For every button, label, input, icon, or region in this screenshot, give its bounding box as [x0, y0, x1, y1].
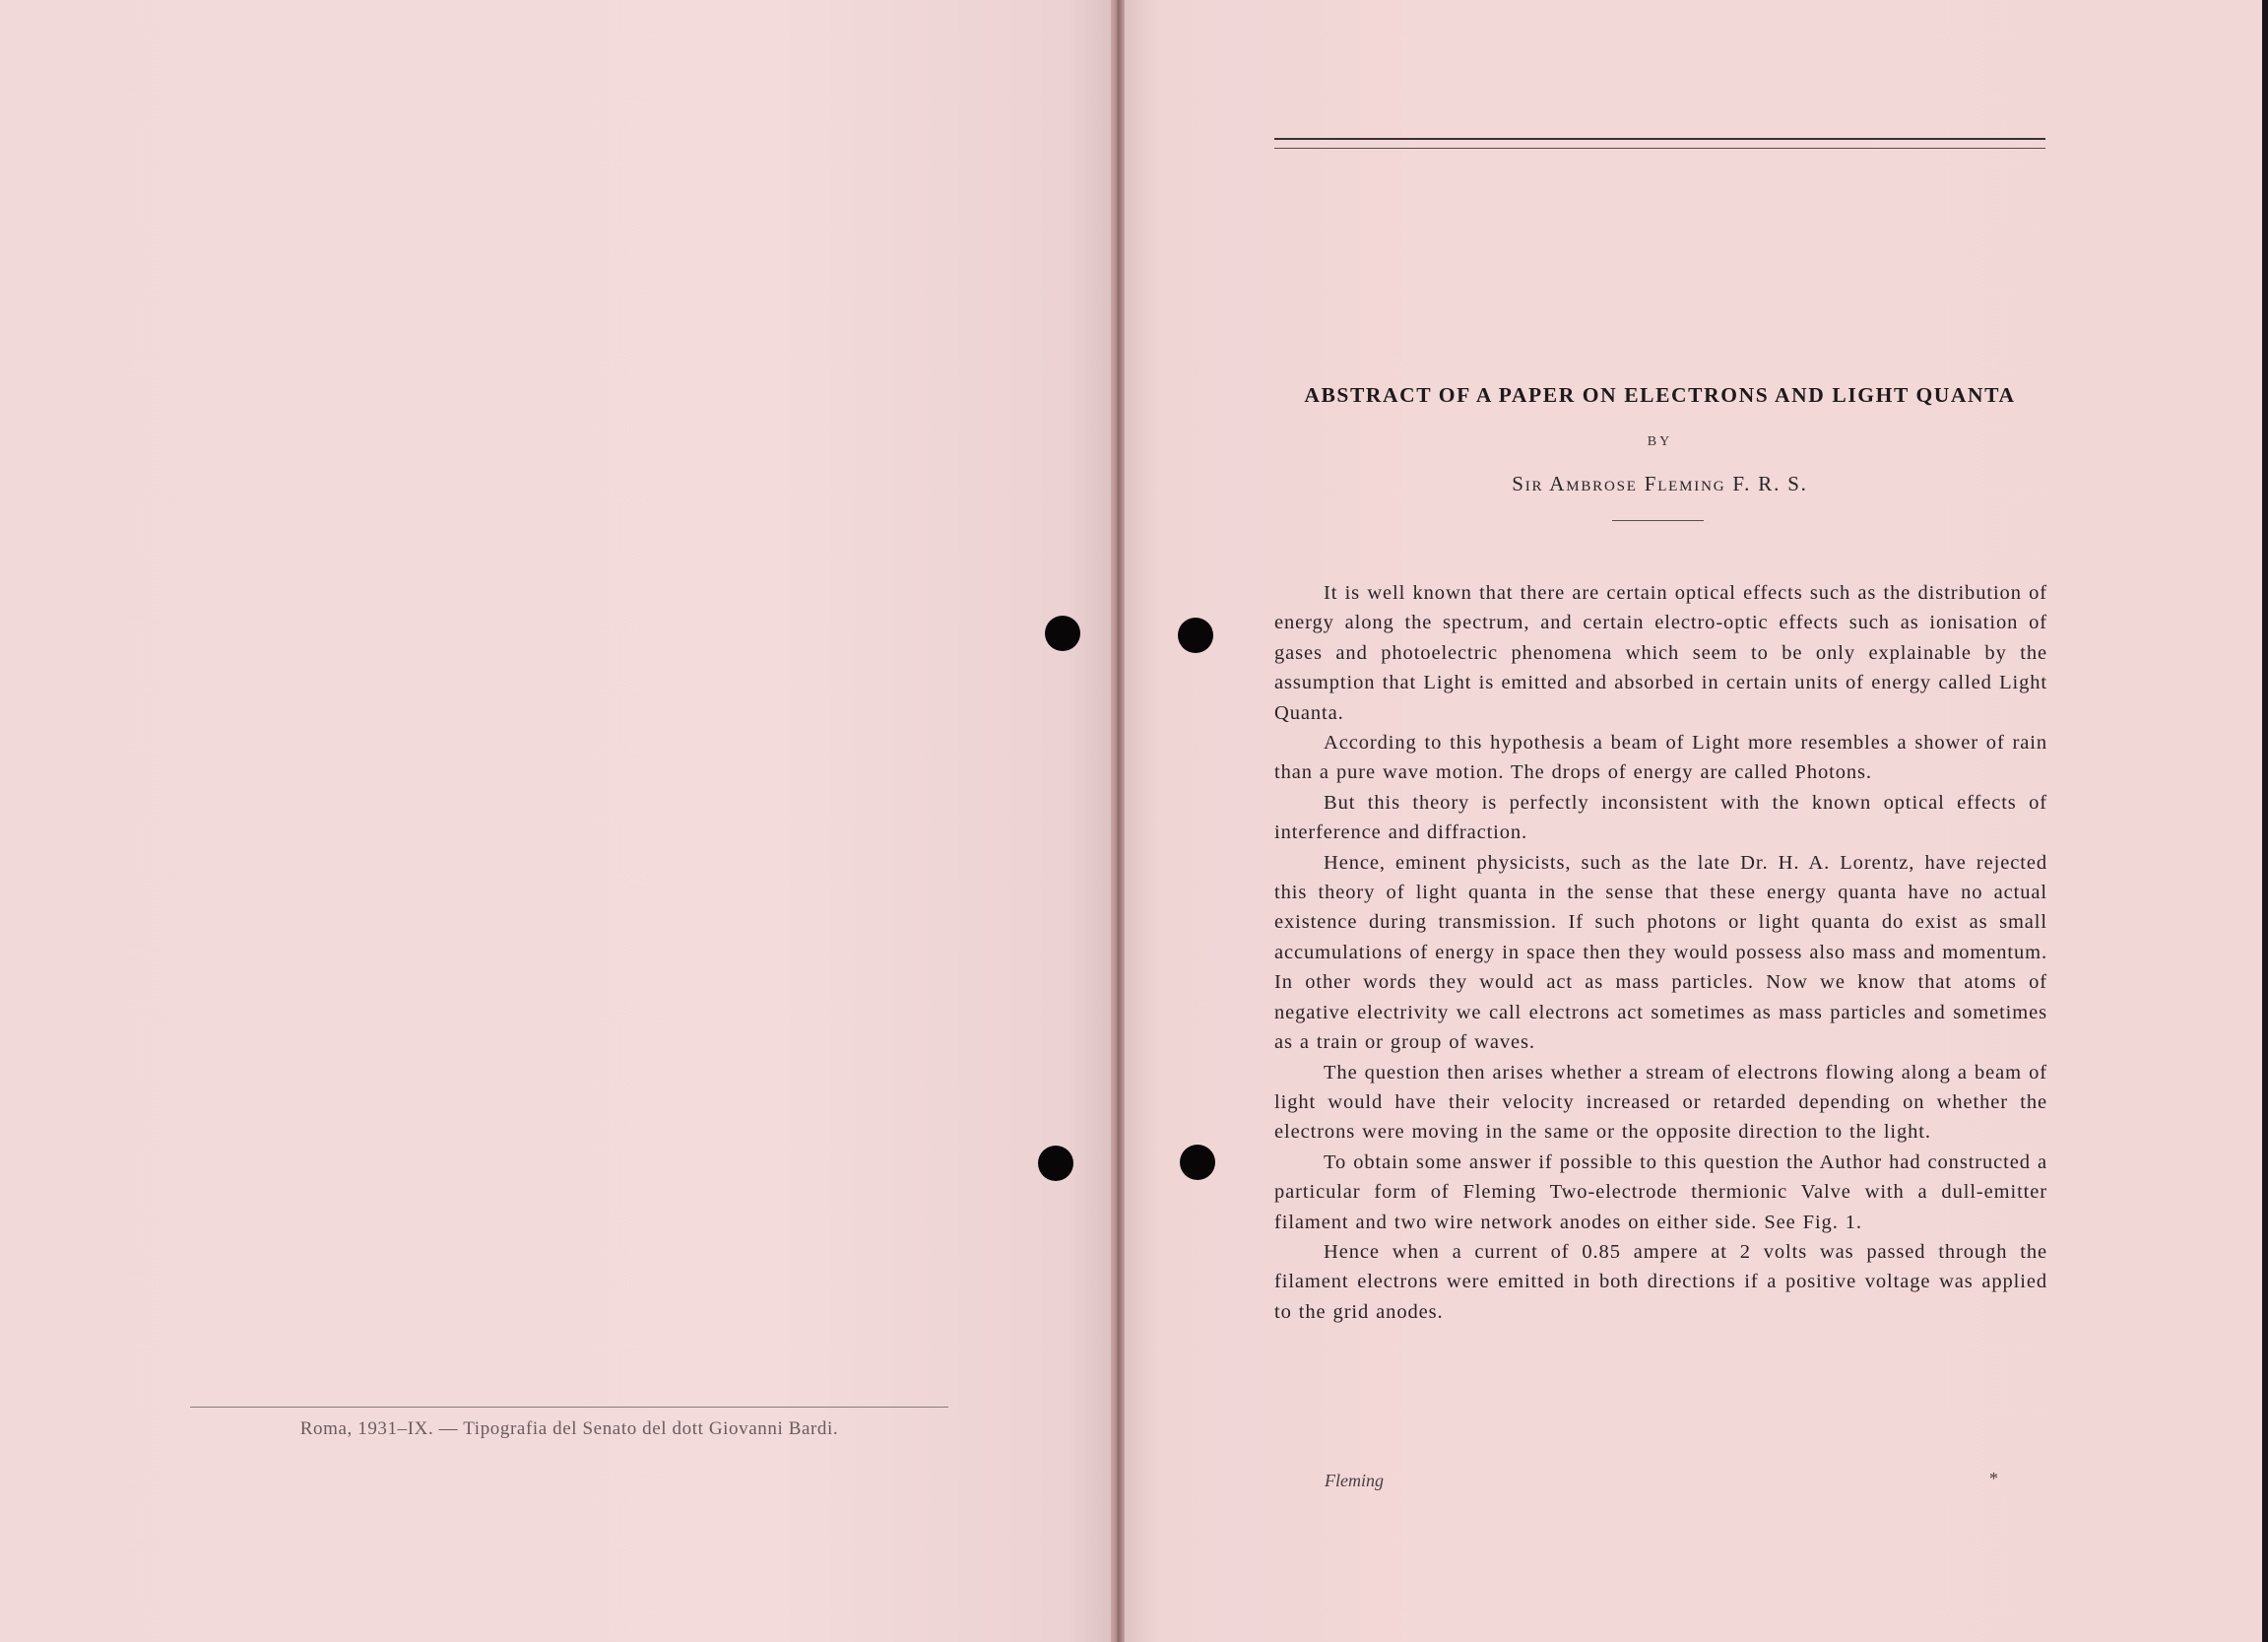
paragraph: To obtain some answer if possible to this question the Author had constructed a particular form of Fleming Two-electrode thermionic Valve with a dull-emitter filament and two wire network anodes on either side. See Fig. 1. — [1274, 1150, 2047, 1233]
printer-imprint: Roma, 1931–IX. — Tipografia del Senato del dott Giovanni Bardi. — [299, 1418, 839, 1439]
paragraph: The question then arises whether a stream of electrons flowing along a beam of light would have their velocity increased or retarded depending on whether the electrons were moving in the same or the opposite direction to the light. — [1274, 1061, 2047, 1144]
byline-label: BY — [1647, 434, 1673, 449]
author-name: Sir Ambrose Fleming F. R. S. — [1512, 472, 1808, 495]
left-page — [0, 0, 1111, 1642]
header-rule-thick — [1274, 138, 2045, 140]
header-rule-thin — [1274, 148, 2045, 149]
punch-hole-lower-right — [1180, 1145, 1215, 1180]
running-footer: Fleming — [1325, 1471, 1384, 1490]
imprint-rule — [190, 1407, 948, 1408]
punch-hole-upper-right — [1178, 618, 1213, 653]
author-rule — [1612, 520, 1704, 521]
book-gutter — [1111, 0, 1125, 1642]
punch-hole-upper-left — [1045, 616, 1080, 651]
paper-title: ABSTRACT OF A PAPER ON ELECTRONS AND LIGHT QUANTA — [1304, 383, 2016, 407]
signature-mark: * — [1989, 1469, 1998, 1488]
paragraph: Hence, eminent physicists, such as the late Dr. H. A. Lorentz, have rejected this theory of light quanta in the sense that these energy quanta have no actual existence during transmission. If such photons or light quanta do exist as small accumulations of energy in space then they would possess also mass and momentum. In other words they would act as mass particles. Now we know that atoms of negative electrivity we call electrons act sometimes as mass particles and sometimes as a train or group of waves. — [1274, 851, 2047, 1054]
abstract-body — [1274, 578, 2047, 1327]
paragraph: It is well known that there are certain optical effects such as the distribution of energy along the spectrum, and certain electro-optic effects such as ionisation of gases and photoelectric phenomena which seem to be only explainable by the assumption that Light is emitted and absorbed in certain units of energy called Light Quanta. — [1274, 582, 2047, 724]
paragraph: According to this hypothesis a beam of Light more resembles a shower of rain than a pure wave motion. The drops of energy are called Photons. — [1274, 732, 2047, 784]
paragraph: But this theory is perfectly inconsistent with the known optical effects of interference and diffraction. — [1274, 791, 2047, 844]
paragraph: Hence when a current of 0.85 ampere at 2 volts was passed through the filament electrons were emitted in both directions if a positive voltage was applied to the grid anodes. — [1274, 1240, 2047, 1323]
punch-hole-lower-left — [1038, 1146, 1073, 1181]
